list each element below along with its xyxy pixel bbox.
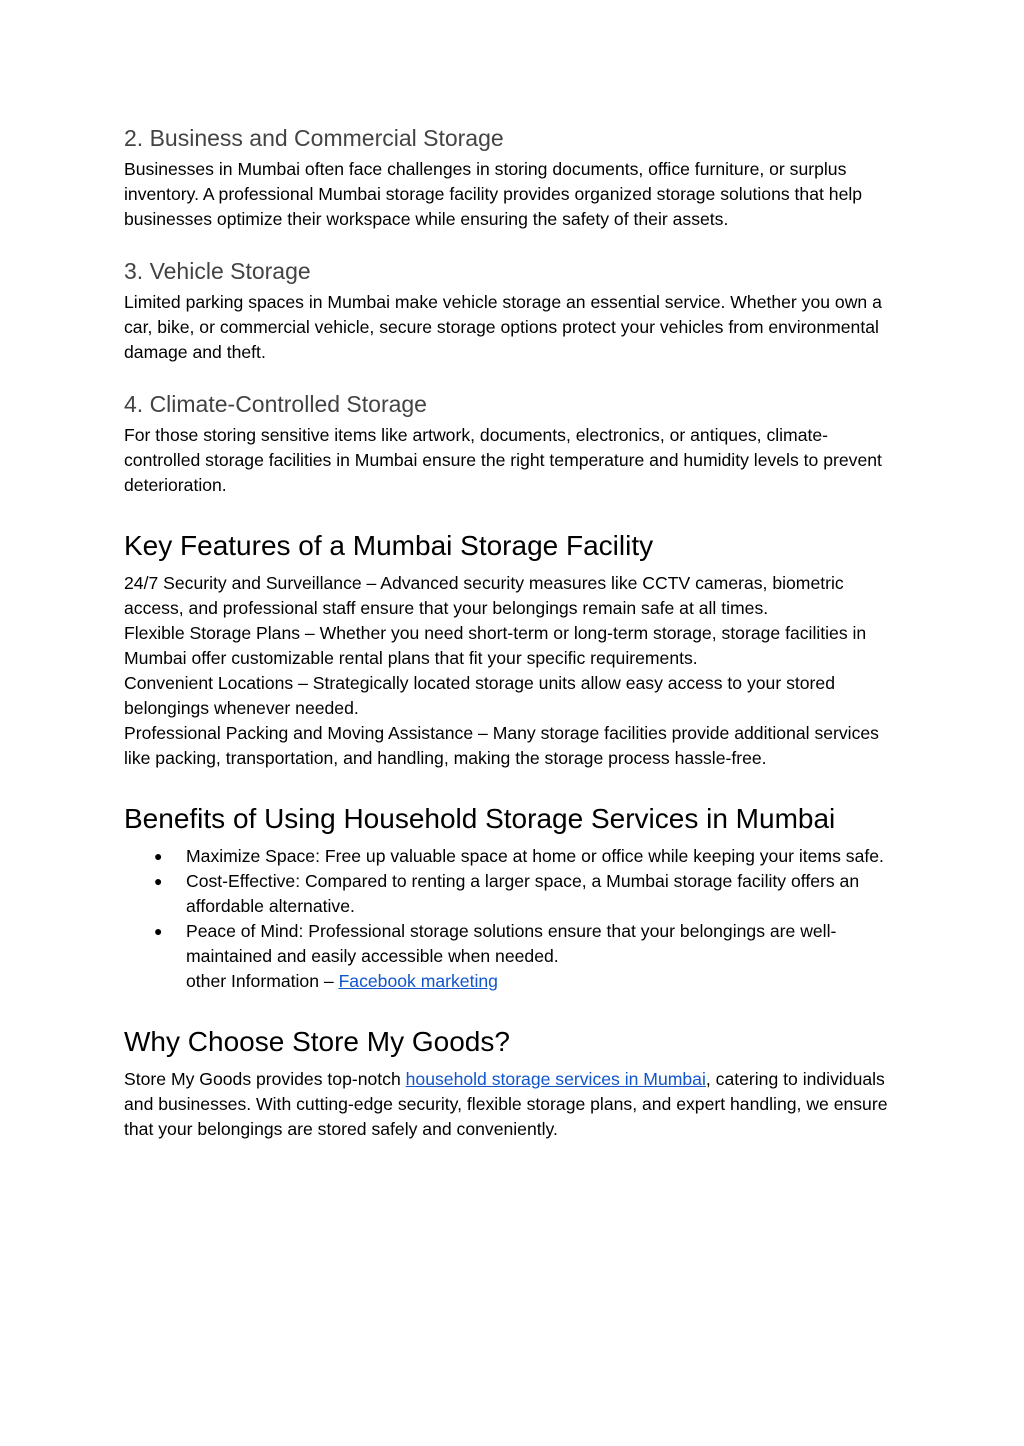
feature-item: Convenient Locations – Strategically located storage units allow easy access to your stored belongings whenever needed. — [124, 673, 835, 718]
body-text-after: , catering to individuals and businesses. With cutting-edge security, flexible storage plans, and expert handling, we ensure that your belongings are stored safely and conveniently. — [124, 1069, 888, 1139]
section-heading: 2. Business and Commercial Storage — [124, 125, 504, 151]
household-storage-link[interactable]: household storage services in Mumbai — [405, 1069, 706, 1089]
bullet-icon: ● — [154, 848, 163, 864]
section-business-storage — [124, 121, 904, 232]
other-information-line — [124, 969, 904, 994]
list-item — [154, 844, 904, 869]
feature-item: Flexible Storage Plans – Whether you need short-term or long-term storage, storage facilities in Mumbai offer customizable rental plans that fit your specific requirements. — [124, 623, 867, 668]
feature-item: Professional Packing and Moving Assistance – Many storage facilities provide additional services like packing, transportation, and handling, making the storage process hassle-free. — [124, 723, 879, 768]
feature-item: 24/7 Security and Surveillance – Advanced security measures like CCTV cameras, biometric access, and professional staff ensure that your belongings remain safe at all times. — [124, 573, 844, 618]
other-information-label: other Information – — [186, 971, 339, 991]
body-text-before: Store My Goods provides top-notch — [124, 1069, 406, 1089]
section-benefits — [124, 799, 904, 994]
section-body — [124, 1067, 904, 1142]
list-item-text: Peace of Mind: Professional storage solutions ensure that your belongings are well-maintained and easily accessible when needed. — [186, 921, 837, 966]
bullet-icon: ● — [154, 923, 163, 939]
section-body: Limited parking spaces in Mumbai make vehicle storage an essential service. Whether you own a car, bike, or commercial vehicle, secure storage options protect your vehicles from environmental damage and theft. — [124, 292, 882, 362]
list-item — [154, 869, 904, 919]
section-body: For those storing sensitive items like artwork, documents, electronics, or antiques, climate-controlled storage facilities in Mumbai ensure the right temperature and humidity levels to prevent deterioration. — [124, 425, 882, 495]
section-key-features — [124, 526, 904, 771]
section-body: Businesses in Mumbai often face challenges in storing documents, office furniture, or surplus inventory. A professional Mumbai storage facility provides organized storage solutions that help businesses optimize their workspace while ensuring the safety of their assets. — [124, 159, 863, 229]
section-why-choose — [124, 1022, 904, 1142]
benefits-list — [124, 844, 904, 969]
facebook-marketing-link[interactable]: Facebook marketing — [338, 971, 498, 991]
section-vehicle-storage — [124, 254, 904, 365]
section-heading: Why Choose Store My Goods? — [124, 1026, 510, 1057]
list-item — [154, 919, 904, 969]
section-heading: Key Features of a Mumbai Storage Facility — [124, 530, 654, 561]
section-heading: 4. Climate-Controlled Storage — [124, 391, 427, 417]
section-heading: Benefits of Using Household Storage Services in Mumbai — [124, 803, 836, 834]
section-heading: 3. Vehicle Storage — [124, 258, 311, 284]
bullet-icon: ● — [154, 873, 163, 889]
list-item-text: Maximize Space: Free up valuable space at home or office while keeping your items safe. — [186, 846, 884, 866]
list-item-text: Cost-Effective: Compared to renting a larger space, a Mumbai storage facility offers an affordable alternative. — [186, 871, 860, 916]
section-climate-storage — [124, 387, 904, 498]
